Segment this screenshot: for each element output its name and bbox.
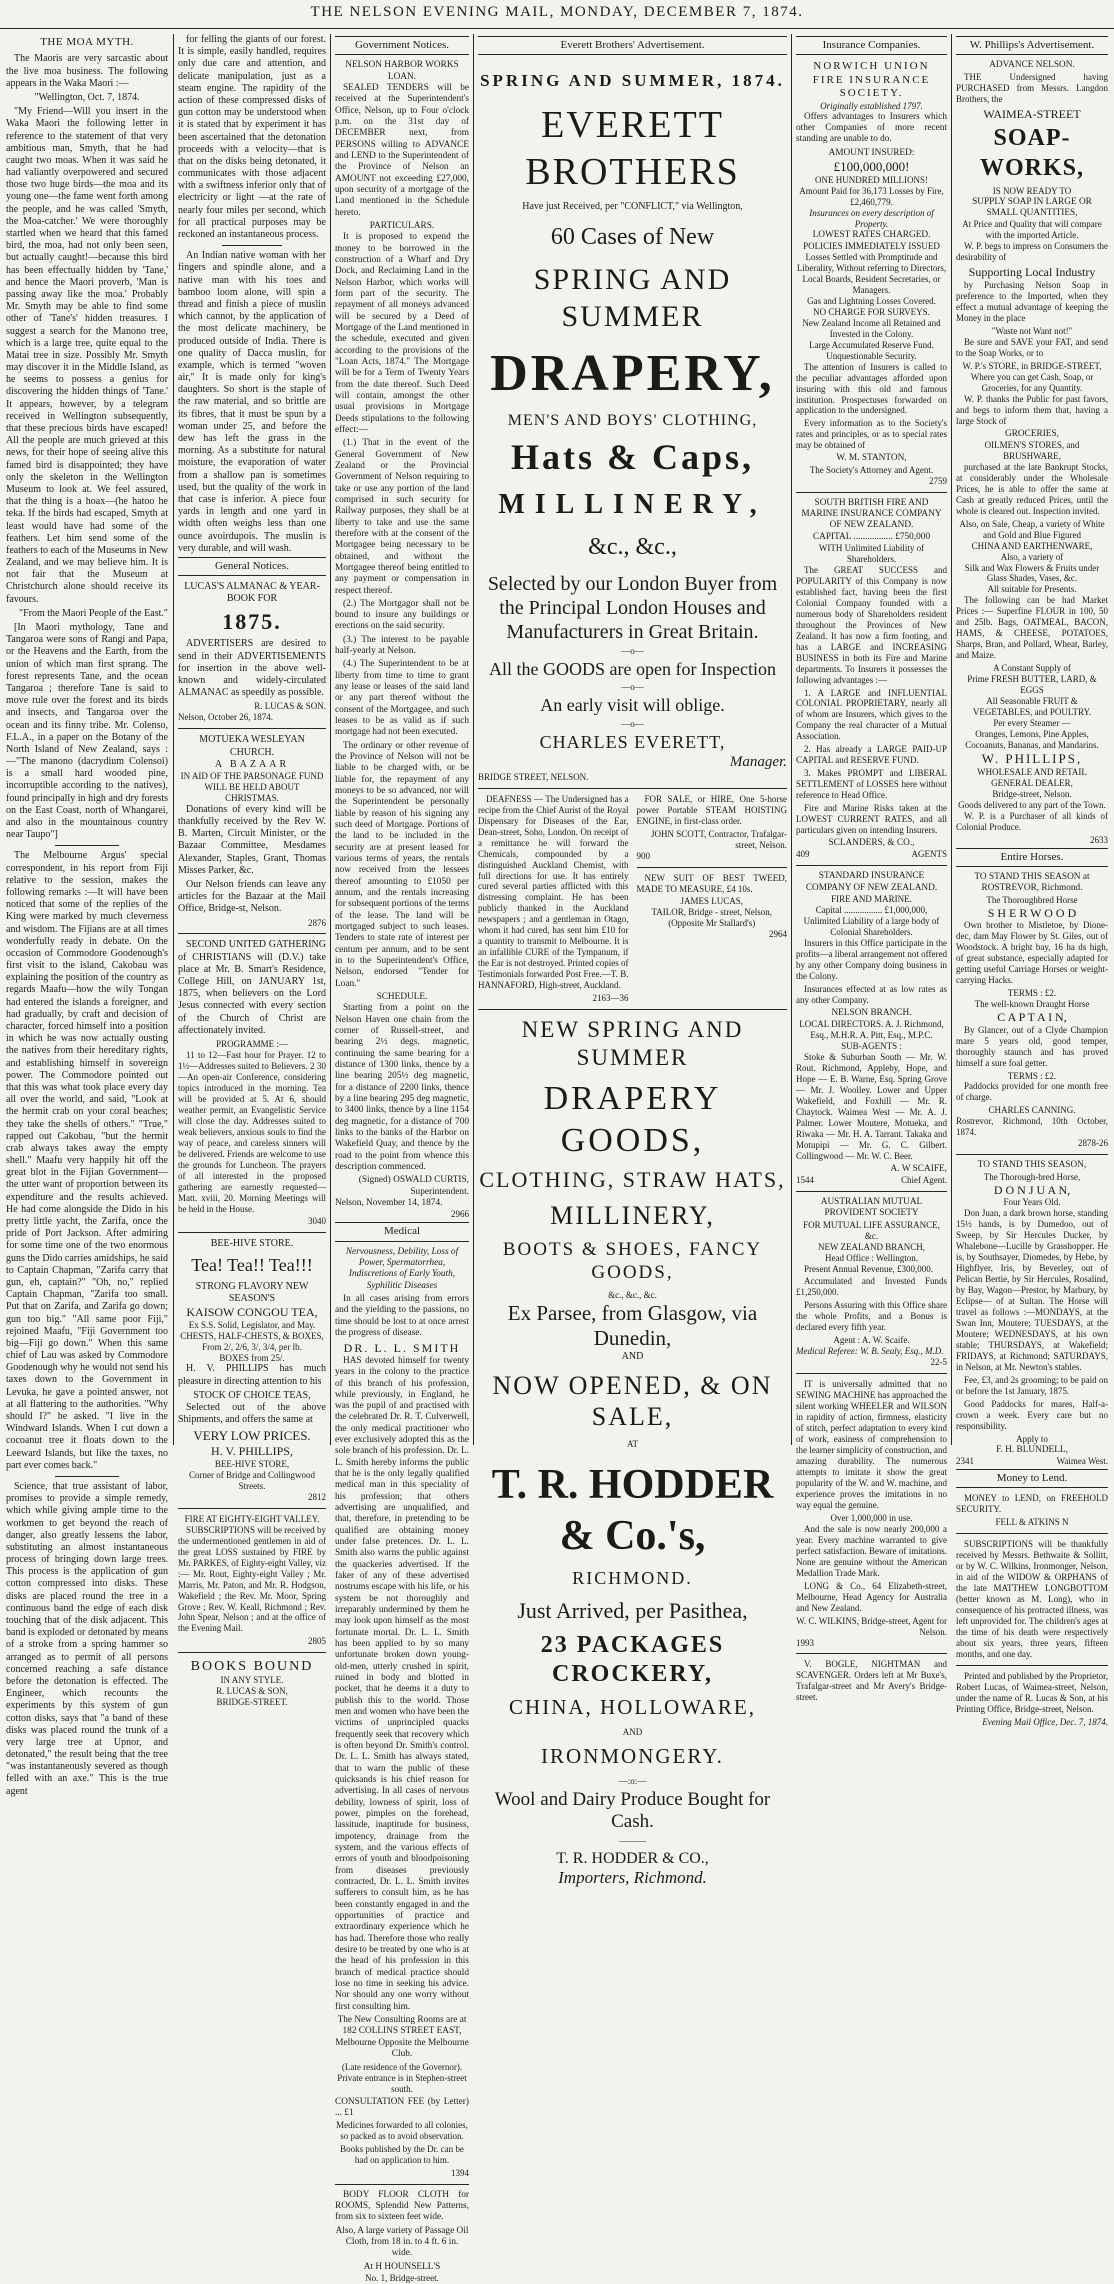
divider <box>55 845 120 846</box>
books-title: BOOKS BOUND <box>190 1659 314 1675</box>
ad-number: 1993 <box>796 1637 814 1648</box>
norwich-line: New Zealand Income all Retained and Invested in the Colony. <box>802 317 941 339</box>
lucas-year: 1875. <box>222 608 282 634</box>
divider <box>956 1154 1108 1155</box>
hodder-ex: Ex Parsee, from Glasgow, via Dunedin, <box>507 1301 758 1351</box>
rostrevor-line: TERMS : £2. <box>1007 1070 1057 1081</box>
phillips-line: Also, on Sale, Cheap, a variety of White and Gold and Blue Figured <box>959 518 1105 540</box>
ad-number: 2966 <box>451 1209 469 1220</box>
southbritish-title: SOUTH BRITISH FIRE AND MARINE INSURANCE COMPANY OF NEW ZEALAND. <box>801 497 942 531</box>
everett-goods: All the GOODS are open for Inspection <box>489 658 776 679</box>
harbor-body: It is proposed to expend the money to be borrowed in the construction of a Wharf and Dry Dock, and Reclaiming Land in the Nelson Harbor, which works will form part of the security. The repayment of all moneys advanced will be secured by a Deed of Mortgage of the Land mentioned in the schedule, executed and given according to the provisions of the "Loan Acts, 1874." The Mortgage will be for a Term of Twenty Years from the date thereof. Such Deed will contain, amongst the other usual provisions in Mortgage Deeds stipulations to the following effect:— <box>335 232 469 435</box>
motueka-sub: WILL BE HELD ABOUT CHRISTMAS. <box>204 781 300 803</box>
motueka-sub: A BAZAAR <box>214 758 290 770</box>
imprint-date: Evening Mail Office, Dec. 7, 1874. <box>982 1716 1108 1727</box>
column-rule <box>951 34 952 1445</box>
beehive-line: H. V. PHILLIPS has much pleasure in directing attention to his <box>178 1363 326 1387</box>
beehive-title: BEE-HIVE STORE. <box>210 1238 294 1250</box>
oilcloth-also: Also, A large variety of Passage Oil Cloth, from 18 in. to 4 ft. 6 in. wide. <box>335 2225 469 2259</box>
phillips-line: Also, a variety of <box>1000 551 1064 562</box>
ad-number: 2876 <box>308 917 326 928</box>
ad-number: 1394 <box>451 2167 469 2178</box>
phillips-line: OILMEN'S STORES, and BRUSHWARE, <box>984 439 1080 461</box>
divider <box>178 1508 326 1509</box>
oilcloth-title: BODY FLOOR CLOTH for ROOMS, Splendid New Patterns, from six to sixteen feet wide. <box>335 2189 469 2223</box>
amp-line: FOR MUTUAL LIFE ASSURANCE, &c. <box>803 1219 940 1241</box>
norwich-line: AMOUNT INSURED: <box>828 147 915 158</box>
donjuan-line: Good Paddocks for mares, Half-a-crown a week. Every care but no responsibility. <box>956 1398 1108 1431</box>
column-rule <box>173 34 174 1445</box>
standard-line: Insurances effected at as low rates as any other Company. <box>796 983 947 1005</box>
donjuan-line: The Thorough-bred Horse, <box>983 1171 1081 1182</box>
everett-mens: MEN'S AND BOYS' CLOTHING, <box>507 411 758 429</box>
beehive-sign: H. V. PHILLIPS, <box>211 1444 293 1459</box>
harbor-item: (2.) The Mortgagor shall not be bound to insure any buildings or erections on the said security. <box>335 598 469 632</box>
fire-body: SUBSCRIPTIONS will be received by the undermentioned gentlemen in aid of the great LOSS sustained by FIRE by Mr. PARKES, of Eighty-eight Valley, viz :— Mr. Rout, Eighty-eight Valley ; Mr. Marris, Mr. Paton, and Mr. R. Hodgson, Wakefield ; the Rev. Mr. Moor, Spring Grove ; Rev. W. Keall, Richmond ; Rev. John Spear, Nelson ; and at the office of the Evening Mail. <box>178 1524 326 1634</box>
fire-title: FIRE AT EIGHTY-EIGHT VALLEY. <box>184 1513 320 1524</box>
phillips-soap: SOAP-WORKS, <box>979 125 1084 181</box>
books-line: IN ANY STYLE. <box>220 1675 284 1686</box>
norwich-line: The attention of Insurers is called to the peculiar advantages afforded upon insuring with this old and famous institution. Prospectuses forwarded on application to the undersigned. <box>796 361 947 416</box>
phillips-line: Silk and Wax Flowers & Fruits under Glass Shades, Vases, &c. <box>964 562 1100 584</box>
norwich-line: Losses Settled with Promptitude and Liberality, Without referring to Directors, Local Boards, Resident Secretaries, or Managers. <box>796 251 947 295</box>
smith-rooms: The New Consulting Rooms are at 182 COLLINS STREET EAST, Melbourne Opposite the Melbourne Club. <box>335 2014 469 2059</box>
norwich-sign: W. M. STANTON, <box>836 453 907 464</box>
divider <box>178 933 326 934</box>
section-heading: Medical <box>335 1222 469 1241</box>
everett-selected: Selected by our London Buyer from the Principal London Houses and Manufacturers in Great Britain. <box>487 572 778 643</box>
rostrevor-line: Rostrevor, Richmond, 10th October, 1874. <box>956 1116 1108 1138</box>
smith-body: HAS devoted himself for twenty years in the colony to the practice of this branch of his profession, while previously, in England, he was the pupil of and practised with the celebrated Dr. R. T. Culverwell, the only medical practitioner who ever exclusively adopted this as the sole branch of his profession. Dr. L. L. Smith hereby informs the public that he is the only legally qualified medical man in this speciality of his profession; that others advertising are unqualified, and that, therefore, in pretending to be qualified are obtaining money under false pretences. Dr. L. L. Smith also warns the public against the quackeries advertised. If the faker of any of these advertised nostrums escape with his life, or his system be not thoroughly and irreparably undermined by them he may look upon himself as the most fortunate mortal. Dr. L. L. Smith has been applied to by so many unfortunate broken down young-old-men, utterly crushed in spirit, ruined in body and blotted in pocket, that he deems it a duty to publish this to the world. Those men and women who have been the victims of unprincipled quacks frequently seek that recovery which is often beyond Dr. Smith's control. Dr. L. L. Smith has always stated, that to warn the public of these quicksands is his chief reason for advertising. In all cases of nervous debility, lowness of spirit, loss of power, pimples on the forehead, lassitude, inaptitude for business, impotency, drainage from the system, and the various effects of errors of youth and bloodpoisoning from diseases previously contracted, Dr. L. L. Smith invites sufferers to consult him, as he has been constantly engaged in and the opportunities of practice and extraordinary experience which he has had. Therefore those who really desire to be treated by one who is at the head of his profession in this branch of medical practice should lose no time in seeking his advice. Nor should any one worry without first consulting him. <box>335 1355 469 2012</box>
amp-title: AUSTRALIAN MUTUAL PROVIDENT SOCIETY <box>820 1196 923 1219</box>
ad-number: 2812 <box>308 1491 326 1502</box>
standard-line: Capital ................. £1,000,000, <box>815 905 928 916</box>
section-heading: Entire Horses. <box>956 848 1108 867</box>
paragraph: "Wellington, Oct. 7, 1874. <box>34 91 140 103</box>
harbor-item: (3.) The interest to be payable half-yearly at Nelson. <box>335 634 469 657</box>
lucas-title: LUCAS'S ALMANAC & YEAR-BOOK FOR <box>184 581 320 605</box>
standard-line: FIRE AND MARINE. <box>831 894 912 905</box>
sewing-line: Over 1,000,000 in use. <box>830 1512 913 1523</box>
phillips-line: W. P. is a Purchaser of all kinds of Colonial Produce. <box>956 810 1108 832</box>
article-heading: THE MOA MYTH. <box>40 36 134 48</box>
phillips-line: Oranges, Lemons, Pine Apples, Cocoanuts, Bananas, and Mandarins. <box>965 729 1099 750</box>
norwich-line: ONE HUNDRED MILLIONS! <box>815 174 928 185</box>
section-heading: Government Notices. <box>335 36 469 55</box>
harbor-schedule: SCHEDULE. <box>376 991 428 1002</box>
column-rule <box>791 34 792 1445</box>
suit-body: NEW SUIT OF BEST TWEED, MADE TO MEASURE, £4 10s. <box>636 872 787 894</box>
divider <box>478 788 787 789</box>
hodder-boots: BOOTS & SHOES, FANCY GOODS, <box>502 1238 763 1283</box>
phillips-line: W. P. thanks the Public for past favors, and begs to inform them that, having a large Stock of <box>956 393 1108 426</box>
harbor-signed: (Signed) OSWALD CURTIS, Superintendent. <box>358 1175 469 1197</box>
phillips-line: Be sure and SAVE your FAT, and send to the Soap Works, or to <box>956 336 1108 358</box>
small-ads-row <box>478 794 787 1004</box>
phillips-line: purchased at the late Bankrupt Stocks, at considerably under the Wholesale Prices, he is able to offer the same at Cash at greatly reduced Prices, until the whole is cleared out. Inspection invited. <box>956 461 1108 516</box>
norwich-line: LOWEST RATES CHARGED. <box>812 229 931 240</box>
books-sign: R. LUCAS & SON, <box>216 1686 288 1697</box>
column-government-notices <box>335 34 470 2283</box>
beehive-line: KAISOW CONGOU TEA, <box>186 1304 318 1319</box>
section-heading: Insurance Companies. <box>796 36 947 55</box>
section-heading: Everett Brothers' Advertisement. <box>478 36 787 55</box>
hodder-name: T. R. HODDER & Co.'s, <box>491 1462 774 1560</box>
paragraph: "From the Maori People of the East." <box>19 607 168 619</box>
phillips-supporting: Supporting Local Industry <box>968 265 1096 280</box>
column-phillips <box>956 34 1108 1727</box>
norwich-line: POLICIES IMMEDIATELY ISSUED <box>803 240 940 251</box>
hire-sign: JOHN SCOTT, Contractor, Trafalgar-street, Nelson. <box>650 828 787 850</box>
everett-etc: &c., &c., <box>588 533 677 560</box>
motueka-sub: IN AID OF THE PARSONAGE FUND <box>180 770 324 781</box>
harbor-body: The ordinary or other revenue of the Province of Nelson will not be liable to be charged with, or be liable for, the repayment of any moneys to be so advanced, nor will the Superintendent be personally liable by reason of his signing any such deed of Mortgage. Portions of the land to be included in the security are at present leased for various terms of years, the rentals now received from the lessees thereof amounting to £1050 per annum, and the rentals increasing for subsequent portions of the terms of the lease. The land will be mortgaged subject to such leases. Tenders to state rate of interest per centum per annum, and to be sent in to the Superintendent's Office, Nelson, endorsed "Tender for Loan." <box>335 740 470 989</box>
amp-line: Medical Referee: W. B. Sealy, Esq., M.D. <box>796 1346 944 1357</box>
phillips-line: A Constant Supply of <box>993 663 1071 674</box>
standard-role: Chief Agent. <box>901 1175 947 1185</box>
phillips-line: The following can be had Market Prices :— Superfine FLOUR in 100, 50 and 25lb. Bags, OATMEAL, BACON, HAMS, & CHEESE, POTATOES, Sharps, Bran, and Pollard, Wheat, Barley, and Maize. <box>956 595 1108 661</box>
everett-name: EVERETT BROTHERS <box>525 104 740 193</box>
hodder-clothing: CLOTHING, STRAW HATS, <box>479 1167 786 1193</box>
standard-line: Insurers in this Office participate in the profits—a liberal arrangement not offered by any other Company doing business in the Colony. <box>796 937 947 981</box>
donjuan-name: D O N J U A N, <box>993 1182 1071 1197</box>
everett-spring-summer: SPRING AND SUMMER <box>533 263 732 333</box>
phillips-waimea: WAIMEA-STREET <box>983 106 1081 121</box>
hodder-sign: T. R. HODDER & CO., <box>556 1850 709 1868</box>
books-line: BRIDGE-STREET. <box>216 1697 288 1708</box>
divider <box>796 865 947 866</box>
phillips-line: GROCERIES, <box>1005 428 1059 439</box>
harbor-item: (1.) That in the event of the General Government of New Zealand or the Provincial Government of Nelson requiring to take or use any portion of the land comprised in such security for Railway purposes, they shall be at liberty to take and use the same therefore with at the consent of the Mortgagee being necessary to be obtained, and without the Mortgagee thereof being entitled to any payment or compensation in respect thereof. <box>335 438 469 596</box>
norwich-line: Offers advantages to Insurers which other Companies of more recent standing are unable to do. <box>796 111 947 145</box>
divider <box>478 1009 787 1010</box>
phillips-line: WHOLESALE AND RETAIL GENERAL DEALER, <box>977 766 1087 788</box>
southbritish-line: WITH Unlimited Liability of Shareholders. <box>818 542 925 564</box>
donjuan-line: Fee, £3, and 2s grooming; to be paid on or before the 1st January, 1875. <box>956 1374 1108 1396</box>
amp-line: Present Annual Revenue, £300,000. <box>804 1263 933 1274</box>
phillips-sign: W. PHILLIPS, <box>981 750 1083 766</box>
masthead: THE NELSON EVENING MAIL, MONDAY, DECEMBER 7, 1874. <box>0 4 1114 29</box>
phillips-line: W. P.'s STORE, in BRIDGE-STREET, <box>962 360 1102 371</box>
norwich-title: NORWICH UNION FIRE INSURANCE SOCIETY. <box>812 60 931 100</box>
beehive-line: Corner of Bridge and Collingwood Streets. <box>189 1469 315 1491</box>
divider: —o— <box>621 682 644 693</box>
lucas-body: ADVERTISERS are desired to send in their ADVERTISEMENTS for insertion in the above well-known and widely-circulated ALMANAC as speedily as possible. <box>178 638 326 699</box>
ad-number: 2759 <box>929 475 947 486</box>
divider <box>796 492 947 493</box>
divider <box>637 867 788 868</box>
rostrevor-sign: CHARLES CANNING. <box>988 1105 1076 1116</box>
divider <box>796 1653 947 1654</box>
paragraph: Science, that true assistant of labor, promises to provide a simple remedy, which while giving ample time to the workmen to get beyond the reach of danger, also greatly lessens the labor, substituting an almost instantaneous process of bringing down large trees. This process is the application of gun cotton compressed into disks. These disks are placed round the tree in a continuous band the edge of each disk touching that of the disk adjacent. This band is exploded or detonated by means of a stroke from a spring hammer so arranged as to permit of all persons concerned reaching a safe distance before the detonation is effected. The Engineer, which recounts the experiments by this system of gun cotton disks, says that "a band of these disks was placed round the trunk of a very large tree at Upnor, and detonated," the result being that the tree "was instantaneously severed as though felled with an axe." This is the true agent <box>6 1480 168 1797</box>
everett-drapery: DRAPERY, <box>490 344 775 402</box>
norwich-line: Gas and Lightning Losses Covered. <box>807 295 936 306</box>
harbor-date: Nelson, November 14, 1874. <box>335 1197 443 1208</box>
phillips-line: Bridge-street, Nelson. <box>992 788 1072 799</box>
southbritish-line: 1. A LARGE and INFLUENTIAL COLONIAL PROPRIETARY, nearly all of whom are Insurers, which gives to the Company the real character of a Mutual Association. <box>796 687 947 742</box>
standard-line: SUB-AGENTS : <box>841 1041 902 1052</box>
phillips-line: Per every Steamer — <box>993 718 1071 729</box>
rostrevor-line: The well-known Draught Horse <box>974 999 1090 1010</box>
phillips-line: THE Undersigned having PURCHASED from Messrs. Langdon Brothers, the <box>956 71 1108 104</box>
southbritish-line: Fire and Marine Risks taken at the LOWEST CURRENT RATES, and all particulars given on intending Insurers. <box>796 803 947 836</box>
smith-books: Books published by the Dr. can be had on application to him. <box>340 2143 464 2165</box>
divider <box>178 728 326 729</box>
divider: —o— <box>621 645 644 656</box>
column-rule <box>330 34 331 1445</box>
norwich-line: Every information as to the Society's rates and principles, or as to special rates may be obtained of <box>796 418 947 451</box>
divider <box>796 1373 947 1374</box>
southbritish-footer <box>796 849 947 860</box>
ad-number: 2633 <box>1090 834 1108 845</box>
divider <box>178 1652 326 1653</box>
phillips-line: All suitable for Presents. <box>987 584 1077 595</box>
bogle-body: V. BOGLE, NIGHTMAN and SCAVENGER. Orders left at Mr Buxe's, Trafalgar-street and Mr Avery's Bridge-street. <box>796 1659 947 1703</box>
harbor-item: (4.) The Superintendent to be at liberty from time to time to grant any lease or leases of the said land or any part thereof without the consent of the Mortgagee, and such leases to be as valid as if such mortgage had not been executed. <box>335 659 469 738</box>
subscriptions-body: SUBSCRIPTIONS will be thankfully received by Messrs. Bethwaite & Sollitt, or by W. C. Wilkins, Ironmonger, Nelson, in aid of the WIDOW & ORPHANS of the late MATTHEW LONGBOTTOM (better known as M. Long), who in consequence of his protracted illness, was left unprovided for. The children's ages at the time of his death were respectively about six years, three years, fifteen months, and one day. <box>956 1539 1108 1659</box>
hodder-new: NEW SPRING AND SUMMER <box>521 1017 744 1071</box>
standard-title: STANDARD INSURANCE COMPANY OF NEW ZEALAND. <box>805 871 938 893</box>
donjuan-sign: F. H. BLUNDELL, <box>996 1444 1068 1455</box>
beehive-line: CHESTS, HALF-CHESTS, & BOXES, <box>180 1330 324 1341</box>
money-sign: FELL & ATKINS N <box>995 1517 1069 1528</box>
norwich-line: The Society's Attorney and Agent. <box>809 464 934 475</box>
southbritish-line: 2. Has already a LARGE PAID-UP CAPITAL and RESERVE FUND. <box>796 744 947 766</box>
lucas-sign: R. LUCAS & SON. <box>254 701 326 712</box>
beehive-line: Ex S.S. Solid, Legislator, and May. <box>188 1319 316 1330</box>
phillips-line: CHINA AND EARTHENWARE, <box>971 540 1093 551</box>
southbritish-line: CAPITAL ................. £750,000 <box>812 531 931 542</box>
phillips-line: SUPPLY SOAP IN LARGE OR SMALL QUANTITIES, <box>972 196 1092 219</box>
everett-season: SPRING AND SUMMER, 1874. <box>480 71 785 91</box>
column-general-notices <box>178 34 326 1708</box>
hodder-drapery: DRAPERY GOODS, <box>543 1080 722 1159</box>
standard-footer <box>796 1175 947 1186</box>
sewing-body: IT is universally admitted that no SEWING MACHINE has approached the silent working WHEELER and WILSON in rapidity of action, firmness, elasticity of stitch, perfect adaptation to every kind of work, easiness of comprehension to the learner simplicity of construction, and amazing durability. The numerous attempts to imitate it show the great popularity of the W. and W. machine, and experience proves the imitations in no way equal the genuine. <box>796 1379 947 1510</box>
norwich-line: NO CHARGE FOR SURVEYS. <box>813 306 930 317</box>
rostrevor-line: TERMS : £2. <box>1007 988 1057 999</box>
smith-meds: Medicines forwarded to all colonies, so packed as to avoid observation. <box>336 2119 468 2141</box>
norwich-line: Amount Paid for 36,173 Losses by Fire, £2,460,779. <box>799 185 944 207</box>
everett-sign: CHARLES EVERETT, <box>539 731 726 752</box>
suit-sign: JAMES LUCAS, <box>680 896 743 907</box>
rostrevor-title: TO STAND THIS SEASON at ROSTREVOR, Richmond. <box>974 872 1090 894</box>
gathering-title: SECOND UNITED GATHERING of CHRISTIANS will (D.V.) take place at Mr. B. Smart's Residence, College Hill, on JANUARY 1st, 1875, when believers on the Lord Jesus connected with every section of the Church of Christ are affectionately invited. <box>178 939 326 1036</box>
oilcloth-addr: No. 1, Bridge-street. <box>365 2272 439 2283</box>
beehive-line: Selected out of the above Shipments, and offers the same at <box>178 1402 326 1426</box>
ad-number: 3040 <box>308 1216 326 1227</box>
smith-late: (Late residence of the Governor). Private entrance is in Stephen-street south. <box>337 2062 467 2095</box>
norwich-line: Large Accumulated Reserve Fund. <box>809 339 934 350</box>
beehive-line: STOCK OF CHOICE TEAS, <box>193 1389 311 1401</box>
amp-line: Agent : A. W. Scaife. <box>833 1335 910 1346</box>
ad-number: 22-5 <box>930 1357 947 1368</box>
section-heading: General Notices. <box>178 557 326 576</box>
phillips-line: At Price and Quality that will compare with the imported Article. <box>962 219 1102 241</box>
gathering-programme: PROGRAMME :— <box>216 1038 288 1049</box>
ad-number: 2964 <box>769 929 787 940</box>
southbritish-sign: SCLANDERS, & CO., <box>828 838 915 849</box>
imprint: Printed and published by the Proprietor, Robert Lucas, of Waimea-street, Nelson, under the name of R. Lucas & Son, at his Printing Office, Bridge-street, Nelson. <box>956 1670 1108 1714</box>
sewing-sign: W. C. WILKINS, Bridge-street, Agent for Nelson. <box>796 1615 947 1637</box>
gathering-items: 11 to 12—Fast hour for Prayer. 12 to 1½—Addresses suited to Believers. 2 30—An open-air Conference, considering topics introduced in the morning. Tea will be provided at 5. At 6, should weather permit, an Evangelistic Service will close the day. Addresses suited to weak believers, anxious souls to find the way of peace, and careless sinners will be delivered. Friends are welcome to use the grounds for Luncheon. The prayers of all interested in the proposed gathering are earnestly requested— Matt. xviii, 20. Morning Meetings will be held in the House. <box>178 1049 326 1214</box>
everett-millinery: MILLINERY, <box>498 489 767 521</box>
hodder-etc: &c., &c., &c. <box>608 1290 657 1301</box>
everett-cases: 60 Cases of New <box>550 224 715 251</box>
hodder-importers: Importers, Richmond. <box>558 1868 707 1888</box>
rostrevor-line: Paddocks provided for one month free of charge. <box>956 1081 1108 1103</box>
divider <box>178 1232 326 1233</box>
standard-line: LOCAL DIRECTORS. A. J. Richmond, Esq., M.H.R. A. Pitt, Esq., M.P.C. <box>799 1019 944 1041</box>
standard-line: NELSON BRANCH. <box>831 1007 912 1018</box>
paragraph: The Maoris are very sarcastic about the live moa business. The following appears in the Waka Maori :— <box>6 53 168 89</box>
ad-number: 2341 <box>956 1455 974 1466</box>
sewing-line: LONG & Co., 64 Elizabeth-street, Melbourne, Head Agency for Australia and New Zealand. <box>796 1580 947 1613</box>
hodder-richmond: RICHMOND. <box>572 1568 693 1589</box>
hire-suit-ads <box>637 794 788 1004</box>
lucas-date: Nelson, October 26, 1874. <box>178 712 273 723</box>
column-insurance <box>796 34 947 1703</box>
motueka-body: Donations of every kind will be thankfully received by the Rev W. B. Marten, Circuit Minister, or the Bazaar Committee, Mesdames Alexander, Staples, Grant, Thomas Misses Parker, &c. <box>178 803 326 876</box>
norwich-sum: £100,000,000! <box>833 158 910 174</box>
standard-line: Stoke & Suburban South — Mr. W. Rout. Richmond, Appleby, Hope, and Hope — E. B. Warne, Esq. Spring Grove — Mr. J. Woolley. Lower and Upper Wakefield, and Foxhill — Mr. R. Chaytock. Waimea West — Mr. A. J. Palmer. Lower Moutere, Motueka, and Riwaka — Mr. H. A. Tarrant. Takaka and Motupipi — Mr. G. C. Gilbert. Collingwood — Mr. W. C. Beer. <box>796 1051 947 1161</box>
hodder-wool: Wool and Dairy Produce Bought for Cash. <box>494 1788 771 1833</box>
rostrevor-name: S H E R W O O D <box>987 905 1077 920</box>
donjuan-place: Waimea West. <box>1056 1455 1108 1466</box>
beehive-line: BOXES from 25/. <box>219 1352 285 1363</box>
column-rule <box>473 34 474 1445</box>
amp-line: Persons Assuring with this Office share the whole Profits, and a Bonus is declared every fifth year. <box>796 1300 947 1333</box>
southbritish-agents: AGENTS <box>911 849 947 860</box>
smith-name: DR. L. L. SMITH <box>343 1341 461 1356</box>
amp-line: Accumulated and Invested Funds £1,250,000. <box>796 1276 947 1298</box>
donjuan-line: Four Years Old. <box>1003 1197 1061 1208</box>
ad-number: 2805 <box>308 1636 326 1647</box>
divider <box>222 245 281 246</box>
divider <box>796 1191 947 1192</box>
phillips-line: W. P. begs to impress on Consumers the desirability of <box>956 241 1108 263</box>
section-heading: Money to Lend. <box>956 1469 1108 1488</box>
phillips-line: "Waste not Want not!" <box>991 325 1073 336</box>
phillips-line: Goods delivered to any part of the Town. <box>958 799 1106 810</box>
ad-number: 2878-26 <box>1078 1138 1108 1149</box>
deafness-body: DEAFNESS — The Undersigned has a recipe from the Chief Aurist of the Royal Dispensary for Diseases of the Ear, Dean-street, Soho, London. On receipt of a remittance he will forward the Chemicals, compounded by a distinguished Auckland Chemist, with full directions for use. It has entirely cured several parties afflicted with this distressing complaint. He has been publicly thanked in the Auckland newspapers ; and a gentleman in Otago, whom it had cured, has sent him £10 for a quantity to transmit to Melbourne. It is an infallible CURE of the Tympanum, if the Ear is not destroyed. Printed copies of Testimonials forwarded Post Free.—T. B. HANNAFORD, High-street, Auckland. <box>478 793 629 991</box>
paragraph: An Indian native woman with her fingers and spindle alone, and a native man with his toes and bamboo loom alone, will spin a thread and finish a piece of muslin which cannot, by the application of the most delicate machinery, be produced outside of India. There is one quality of Dacca muslin, for example, which is termed "woven air," It is made only for king's daughters. So short is the staple of the raw material, and so brittle are its fibres, that it must be spun by a woman under 25, and before the dew has left the grass in the morning. As a substitute for natural moisture, the evaporation of water from a shallow pan is sometimes used, but the quality of the work in that case is inferior. A piece four yards in length and one yard in width often weighs less than one ounce avoirdupois. The muslin is very durable, and will wash. <box>178 250 326 554</box>
beehive-line: BEE-HIVE STORE, <box>214 1458 290 1469</box>
rostrevor-line: By Glancer, out of a Clyde Champion mare 5 years old, good temper, thoroughly staunch and has proved himself a sure foal getter. <box>956 1024 1108 1068</box>
divider: —o— <box>621 718 644 729</box>
divider <box>55 1476 120 1477</box>
rostrevor-line: Own brother to Mistletoe, by Dione-dec, dam May Flower by St. Giles, out of Woodstock. A bright bay, 16 ha ds high, of great substance, especially adapted for getting useful Carriage Horses or weight-carrying Hacks. <box>956 920 1108 986</box>
ad-number: 1544 <box>796 1175 814 1185</box>
hire-body: FOR SALE, or HIRE, One 5-horse power Portable STEAM HOISTING ENGINE, in first-class order. <box>636 793 787 826</box>
southbritish-line: The GREAT SUCCESS and POPULARITY of this Company is now established fact, having been the first Colonial Company founded with a numerous body of Shareholders resident throughout the Provinces of New Zealand. It has now a firm footing, and has a LARGE and INCREASING BUSINESS in both its Fire and Marine departments. To Insurers it possesses the following advantages :— <box>796 564 947 685</box>
hodder-at: AT <box>627 1439 638 1450</box>
ad-number: 2163—36 <box>592 993 629 1004</box>
paragraph: [In Maori mythology, Tane and Tangaroa were sons of Rangi and Papa, or the Heavens and the Earth, from the union of which man first sprang. The forest represents Tane, and the ocean Tangaroa ; therefore Tane is said to move rule over the forest and its birds and insects, and Tangaroa over the ocean and its finny tribe. Mr. Colenso, F.L.A., in a paper on the Botany of the North Island of New Zealand, says :—"The manono (dacrydium Colensoi) is a small hard wooded pine, incorruptible according to the natives), found principally in high and dry forests on the East Coast, north of Whangarei, and also in the mountainous country near Taupo"] <box>6 622 168 841</box>
standard-line: Unlimited Liability of a large body of Colonial Shareholders. <box>803 916 940 937</box>
column-everett-hodder <box>478 34 787 1888</box>
donjuan-title: TO STAND THIS SEASON, <box>977 1160 1087 1171</box>
divider <box>335 2184 469 2185</box>
suit-tailor: TAILOR, Bridge - street, Nelson, (Opposite Mr Stallard's) <box>651 907 772 929</box>
beehive-line: VERY LOW PRICES. <box>193 1428 311 1444</box>
paragraph: for felling the giants of our forest. It is simple, easily handled, requires only due care and attention, and delicate manipulation, just as a steam engine. The rapidity of the action of these compressed disks of gun cotton may be understood when it is stated that by experiment it has been ascertained that the detonation proceeds with a velocity—that is that on the disks being detonated, it communicates with those adjacent with a swiftness inferior only that of electricity or light —at the rate of nearly four miles per second, which for all practical purposes may be reckoned an instantaneous process. <box>178 34 326 240</box>
paragraph: "My Friend—Will you insert in the Waka Maori the following letter in reference to the statement of that very ambitious man, Smyth, that he had caught two moas. When it was said he had valiantly overpowered and secured those two huge birds—the moa and its young one—the fame went forth among the people, and he was called 'Smyth, the Moa-catcher.' We were thoroughly startled when we heard that this famed bird, the moa, had not only been seen, but actually caught!—because this bird has been effectually hidden by 'Tane,' and hence the Maori proverb, 'Man is passing away like the moa.' Probably Mr. Smyth may be able to find some other of 'Tane's' hidden treasures. I suggest a search for the Manono tree, which is a large tree, quite equal to the Matai tree in size. Possibly Mr. Smyth may discover it in the Middle Island, as he seems to possess a genius for discovering the hidden things of 'Tane.' It appears, however, by a telegram received in Wellington subsequently, that these precious birds have escaped! All the people are much grieved at this news, for their hope of seeing alive this famed bird is disappointed; they have only the skeleton in the Wellington Museum to look at. We feel assured, that the thing is a hoax—(he hatoo he teka. If the birds had escaped, Smyth at least would have had some of the feathers. Let him send some of the feathers to each of the Museums in New Zealand, and we may believe him. It is not fair that the Museum at Christchurch alone should receive its favours. <box>6 106 168 605</box>
southbritish-line: 3. Makes PROMPT and LIBERAL SETTLEMENT of LOSSES here without reference to Head Office. <box>796 768 947 801</box>
beehive-line: From 2/, 2/6, 3/, 3/4, per lb. <box>202 1341 302 1352</box>
norwich-line: Insurances on every description of Property. <box>809 207 934 229</box>
phillips-advance: ADVANCE NELSON. <box>989 60 1075 71</box>
everett-visit: An early visit will oblige. <box>540 695 725 716</box>
hodder-now: NOW OPENED, & ON SALE, <box>492 1370 773 1432</box>
hodder-and: AND <box>621 1351 644 1363</box>
deafness-ad <box>478 794 629 1004</box>
divider: ——— <box>619 1836 646 1847</box>
oilcloth-at: At H HOUNSELL'S <box>363 2261 441 2272</box>
rostrevor-line: The Thoroughbred Horse <box>986 894 1078 905</box>
norwich-line: Originally established 1797. <box>820 100 923 111</box>
everett-hats: Hats & Caps, <box>510 437 755 478</box>
hodder-arrived: Just Arrived, per Pasithea, <box>517 1598 748 1624</box>
harbor-particulars: PARTICULARS. <box>369 221 435 231</box>
phillips-line: Where you can get Cash, Soap, or Groceries, for any Quantity. <box>970 371 1094 393</box>
beehive-line: STRONG FLAVORY NEW SEASON'S <box>195 1280 309 1304</box>
phillips-line: All Seasonable FRUIT & VEGETABLES, and POULTRY. <box>972 696 1092 718</box>
ad-number: 409 <box>796 849 810 860</box>
sewing-line: And the sale is now nearly 200,000 a year. Every machine warranted to give perfect satisfaction. Beware of imitations. None are genuine without the American Medallion Trade Mark. <box>796 1523 947 1578</box>
smith-body: In all cases arising from errors and the yielding to the passions, no time should be lost to at once arrest the progress of disease. <box>335 1293 469 1338</box>
beehive-tea: Tea! Tea!! Tea!!! <box>191 1254 313 1275</box>
donjuan-footer <box>956 1456 1108 1467</box>
norwich-line: Unquestionable Security. <box>826 350 917 361</box>
phillips-line: Prime FRESH BUTTER, LARD, & EGGS <box>967 674 1097 696</box>
rostrevor-name2: C A P T A I N, <box>997 1010 1067 1025</box>
everett-manager: Manager. <box>729 754 787 771</box>
donjuan-line: Don Juan, a dark brown horse, standing 15½ hands, is by Dumedoo, out of Sweep, by Sir Hercules Ducker, by Whalebone—Lucille by Grasshopper. He is, by Southsayer, Diomedes, by Hebe, by Highflyer, Iris, by Beverley, out of Pelican Bertie, by Sir Hercules, Rosalind, by Bay, Wagon—Prestor, by Marbury, by Eclipse— of at Sultan. The Horse will travel as follows :—MONDAYS, at the Swan Inn, Moutere; TUESDAYS, at the Moutere; WEDNESDAYS, at his own stable; THURSDAYS, at Wakefield; FRIDAYS, at Richmond; SATURDAYS, in Nelson, at Mr. Newton's stables. <box>956 1208 1108 1372</box>
donjuan-line: Apply to <box>1016 1433 1048 1444</box>
smith-list: Nervousness, Debility, Loss of Power, Spermatorrhea, Indiscretions of Early Youth, Syphilitic Diseases <box>345 1246 459 1291</box>
divider: —:o:— <box>618 1775 647 1786</box>
section-heading: W. Phillips's Advertisement. <box>956 36 1108 55</box>
harbor-body: Starting from a point on the Nelson Haven one chain from the corner of Russell-street, and bearing 2½ degs. magnetic, continuing the same bearing for a distance of 1300 links, thence by a line bearing 205½ deg magnetic, for a distance of 2200 links, thence by a line bearing 295 deg magnetic, to 3400 links, thence by a line 1154 deg magnetic, for a distance of 700 links to the banks of the Harbor on Wakefield Quay, and thence by the road to the point from whence this description commenced. <box>335 1003 469 1172</box>
amp-line: Head Office : Wellington. <box>825 1252 918 1263</box>
hodder-china: CHINA, HOLLOWARE, <box>509 1695 756 1720</box>
phillips-line: IS NOW READY TO <box>992 185 1072 196</box>
amp-line: NEW ZEALAND BRANCH, <box>817 1241 926 1252</box>
column-moa-myth <box>6 34 168 1797</box>
standard-sign: A. W SCAIFE, <box>890 1163 947 1174</box>
smith-fee: CONSULTATION FEE (by Letter) ... £1 <box>335 2097 469 2119</box>
hodder-millinery: MILLINERY, <box>550 1201 715 1230</box>
divider <box>956 1665 1108 1666</box>
harbor-title: NELSON HARBOR WORKS LOAN. <box>345 60 459 82</box>
everett-received: Have just Received, per "CONFLICT," via Wellington, <box>522 200 743 212</box>
motueka-title: MOTUEKA WESLEYAN CHURCH. <box>199 734 305 758</box>
hodder-and2: AND <box>622 1726 643 1737</box>
harbor-body: SEALED TENDERS will be received at the Superintendent's Office, Nelson, up to Four o'clock p.m. on the 31st day of DECEMBER next, from PERSONS willing to ADVANCE and LEND to the Superintendent of the Province of Nelson an AMOUNT not exceeding £27,000, upon security of a mortgage of the Land mentioned in the Schedule hereto. <box>335 83 469 218</box>
hodder-packages: 23 PACKAGES CROCKERY, <box>540 1631 725 1688</box>
everett-street: BRIDGE STREET, NELSON. <box>478 771 589 782</box>
paragraph: The Melbourne Argus' special correspondent, in his report from Fiji relative to the session, makes the following remarks :—It will have been noticed that some of the replies of the King were marked by much cleverness and wisdom. The Fijians are at all times wonderfully ready in debate. On the occasion of Commodore Goodenough's first visit to the island, Cakobau was explaining the position of the country as regards Maafu—how the wily Tongan had entered the islands a foreigner, and had gradually, by craft and decision of character, forced himself into a position in which he was now actually ousting the natives from their hereditary rights, and establishing himself in sovereign power. The Commodore pointed out that this was what took place every day all over the world, and said, "Look at the hermit crab on your coral beaches; they take the shells of others." "True," rapped out Cakobau, "but the hermit crab always takes away the empty shell." Maafu very happily hit off the great blot in the Fijian Government—the utter want of proportion between its expenditure and the results achieved. He had come alongside the Dido in his pretty little yacht, the Zarifa, once the pride of Port Jackson. After admiring for some time one of the two enormous guns the Dido carries amidships, he said to Captain Chapman, "Zarifa carry that gun, eh, captain?" "Oh, no," replied Captain Chapman, "Zarifa too small. Put that on Zarifa, and Zarifa go down; gun too big." "All same poor Fiji," rejoined Maafu, "Fiji Government too big—Fiji go down." When this same chief of Lau was asked by Commodore Goodenough why he would not send his taxes down to the Government in Levuka, he gave a pointed answer, not at all flattering to the authorities. "Why should I?" he asked. "I live in the Windward Islands. When I cut down a cocoanut tree it floats down to the Leeward Islands, but like the taxes, no part ever comes back." <box>6 850 168 1471</box>
money-body: MONEY to LEND, on FREEHOLD SECURITY. <box>956 1493 1108 1515</box>
divider <box>956 1533 1108 1534</box>
motueka-body: Our Nelson friends can leave any articles for the Bazaar at the Mail Office, Bridge-st, Nelson. <box>178 878 326 915</box>
ad-number: 900 <box>636 850 650 861</box>
hodder-iron: IRONMONGERY. <box>541 1743 724 1768</box>
phillips-line: by Purchasing Nelson Soap in preference to the Imported, when they effect a mutual advantage of keeping the Money in the place <box>956 279 1108 323</box>
